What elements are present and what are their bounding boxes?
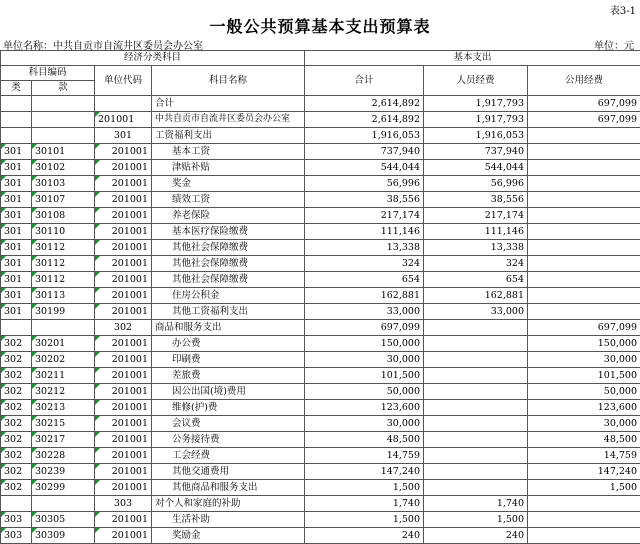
cell-total: 544,044 [305, 160, 424, 176]
cell-kuan: 30212 [32, 384, 95, 400]
cell-public: 697,099 [528, 96, 640, 112]
cell-name: 绩效工资 [152, 192, 305, 208]
cell-personnel [424, 384, 528, 400]
cell-lei: 301 [1, 160, 32, 176]
cell-personnel: 240 [424, 528, 528, 544]
cell-name: 其他交通费用 [152, 464, 305, 480]
page-title: 一般公共预算基本支出预算表 [0, 14, 640, 37]
cell-name: 其他商品和服务支出 [152, 480, 305, 496]
table-row [1, 256, 640, 272]
cell-public [528, 528, 640, 544]
cell-unit-code: 201001 [95, 208, 152, 224]
cell-public: 123,600 [528, 400, 640, 416]
cell-kuan: 30112 [32, 240, 95, 256]
cell-kuan [32, 112, 95, 128]
cell-kuan [32, 320, 95, 336]
cell-total: 111,146 [305, 224, 424, 240]
cell-kuan: 30239 [32, 464, 95, 480]
cell-unit-code: 201001 [95, 448, 152, 464]
cell-lei: 301 [1, 176, 32, 192]
table-row [1, 480, 640, 496]
cell-personnel [424, 432, 528, 448]
cell-unit-code: 201001 [95, 512, 152, 528]
cell-unit-code: 201001 [95, 336, 152, 352]
cell-personnel: 1,917,793 [424, 96, 528, 112]
cell-kuan: 30112 [32, 256, 95, 272]
table-row [1, 128, 640, 144]
cell-kuan: 30211 [32, 368, 95, 384]
cell-lei: 301 [1, 256, 32, 272]
cell-kuan: 30228 [32, 448, 95, 464]
cell-public: 697,099 [528, 112, 640, 128]
cell-total: 147,240 [305, 464, 424, 480]
cell-lei: 302 [1, 464, 32, 480]
cell-public [528, 304, 640, 320]
table-row [1, 384, 640, 400]
cell-public: 697,099 [528, 320, 640, 336]
cell-name: 奖励金 [152, 528, 305, 544]
cell-name: 工资福利支出 [152, 128, 305, 144]
cell-kuan: 30102 [32, 160, 95, 176]
cell-total: 33,000 [305, 304, 424, 320]
table-row [1, 240, 640, 256]
cell-public [528, 128, 640, 144]
cell-lei [1, 112, 32, 128]
table-row [1, 336, 640, 352]
cell-lei [1, 128, 32, 144]
table-row [1, 160, 640, 176]
cell-personnel: 162,881 [424, 288, 528, 304]
table-row [1, 176, 640, 192]
cell-kuan: 30110 [32, 224, 95, 240]
cell-total: 217,174 [305, 208, 424, 224]
cell-personnel: 217,174 [424, 208, 528, 224]
cell-personnel [424, 352, 528, 368]
cell-name: 印刷费 [152, 352, 305, 368]
cell-personnel: 324 [424, 256, 528, 272]
header-total: 合计 [305, 66, 424, 96]
cell-lei: 301 [1, 208, 32, 224]
cell-unit-code: 201001 [95, 160, 152, 176]
cell-lei [1, 320, 32, 336]
table-row [1, 96, 640, 112]
cell-total: 13,338 [305, 240, 424, 256]
cell-public [528, 144, 640, 160]
table-row [1, 432, 640, 448]
cell-personnel [424, 416, 528, 432]
unit-name: 单位名称：中共自贡市自流井区委员会办公室 [3, 37, 203, 52]
cell-name: 其他社会保障缴费 [152, 256, 305, 272]
cell-total: 56,996 [305, 176, 424, 192]
cell-lei: 302 [1, 480, 32, 496]
cell-personnel: 737,940 [424, 144, 528, 160]
header-code: 科目编码 [1, 66, 95, 81]
cell-public: 150,000 [528, 336, 640, 352]
cell-kuan: 30213 [32, 400, 95, 416]
cell-lei: 302 [1, 336, 32, 352]
cell-name: 其他社会保障缴费 [152, 272, 305, 288]
cell-personnel [424, 400, 528, 416]
cell-name: 因公出国(境)费用 [152, 384, 305, 400]
table-row [1, 192, 640, 208]
cell-public [528, 256, 640, 272]
cell-name: 基本工资 [152, 144, 305, 160]
cell-kuan: 30101 [32, 144, 95, 160]
cell-unit-code: 201001 [95, 240, 152, 256]
cell-public: 30,000 [528, 416, 640, 432]
cell-total: 38,556 [305, 192, 424, 208]
table-row [1, 496, 640, 512]
cell-personnel: 1,500 [424, 512, 528, 528]
cell-kuan: 30199 [32, 304, 95, 320]
cell-name: 对个人和家庭的补助 [152, 496, 305, 512]
cell-lei: 302 [1, 400, 32, 416]
cell-unit-code: 201001 [95, 112, 152, 128]
cell-kuan: 30309 [32, 528, 95, 544]
cell-lei: 301 [1, 272, 32, 288]
header-public: 公用经费 [528, 66, 640, 96]
cell-public [528, 224, 640, 240]
cell-public [528, 160, 640, 176]
cell-total: 2,614,892 [305, 112, 424, 128]
cell-kuan: 30215 [32, 416, 95, 432]
cell-total: 48,500 [305, 432, 424, 448]
cell-total: 1,740 [305, 496, 424, 512]
table-row [1, 288, 640, 304]
cell-total: 14,759 [305, 448, 424, 464]
cell-total: 324 [305, 256, 424, 272]
cell-kuan: 30305 [32, 512, 95, 528]
cell-name: 津贴补贴 [152, 160, 305, 176]
cell-public: 147,240 [528, 464, 640, 480]
cell-public: 1,500 [528, 480, 640, 496]
cell-public [528, 512, 640, 528]
cell-lei: 303 [1, 512, 32, 528]
cell-unit-code: 201001 [95, 432, 152, 448]
cell-total: 737,940 [305, 144, 424, 160]
table-row [1, 208, 640, 224]
cell-unit-code: 201001 [95, 368, 152, 384]
cell-name: 其他工资福利支出 [152, 304, 305, 320]
header-basic-exp: 基本支出 [305, 51, 640, 66]
cell-public [528, 288, 640, 304]
cell-personnel [424, 320, 528, 336]
cell-lei: 301 [1, 144, 32, 160]
cell-lei: 301 [1, 304, 32, 320]
unit-label: 单位：元 [594, 37, 634, 52]
cell-public [528, 176, 640, 192]
cell-name: 会议费 [152, 416, 305, 432]
cell-lei [1, 96, 32, 112]
cell-kuan: 30299 [32, 480, 95, 496]
cell-unit-code: 201001 [95, 304, 152, 320]
header-econ-class: 经济分类科目 [1, 51, 305, 66]
cell-name: 其他社会保障缴费 [152, 240, 305, 256]
cell-kuan: 30103 [32, 176, 95, 192]
cell-unit-code: 201001 [95, 400, 152, 416]
table-row [1, 224, 640, 240]
cell-lei: 302 [1, 432, 32, 448]
cell-total: 101,500 [305, 368, 424, 384]
cell-unit-code: 201001 [95, 224, 152, 240]
cell-unit-code: 201001 [95, 144, 152, 160]
cell-name: 中共自贡市自流井区委员会办公室 [152, 112, 305, 128]
cell-public: 14,759 [528, 448, 640, 464]
cell-total: 123,600 [305, 400, 424, 416]
cell-name: 维修(护)费 [152, 400, 305, 416]
cell-personnel: 33,000 [424, 304, 528, 320]
cell-total: 30,000 [305, 352, 424, 368]
cell-personnel [424, 448, 528, 464]
cell-public: 48,500 [528, 432, 640, 448]
cell-unit-code: 201001 [95, 416, 152, 432]
cell-unit-code: 201001 [95, 176, 152, 192]
cell-kuan: 30201 [32, 336, 95, 352]
cell-total: 654 [305, 272, 424, 288]
header-unit-code: 单位代码 [95, 66, 152, 96]
cell-name: 生活补助 [152, 512, 305, 528]
cell-name: 养老保险 [152, 208, 305, 224]
cell-lei: 302 [1, 368, 32, 384]
cell-unit-code: 301 [95, 128, 152, 144]
cell-personnel [424, 336, 528, 352]
cell-kuan [32, 128, 95, 144]
cell-name: 公务接待费 [152, 432, 305, 448]
cell-personnel: 13,338 [424, 240, 528, 256]
cell-public: 30,000 [528, 352, 640, 368]
cell-name: 基本医疗保险缴费 [152, 224, 305, 240]
cell-personnel: 1,917,793 [424, 112, 528, 128]
cell-unit-code: 201001 [95, 288, 152, 304]
table-row [1, 448, 640, 464]
table-row [1, 352, 640, 368]
cell-lei: 301 [1, 240, 32, 256]
table-row [1, 320, 640, 336]
cell-total: 1,500 [305, 480, 424, 496]
cell-lei [1, 496, 32, 512]
cell-name: 商品和服务支出 [152, 320, 305, 336]
cell-unit-code: 201001 [95, 464, 152, 480]
cell-personnel: 654 [424, 272, 528, 288]
cell-name: 奖金 [152, 176, 305, 192]
cell-kuan: 30217 [32, 432, 95, 448]
cell-total: 162,881 [305, 288, 424, 304]
cell-unit-code: 201001 [95, 528, 152, 544]
header-kuan: 款 [32, 81, 95, 96]
cell-total: 1,500 [305, 512, 424, 528]
cell-personnel: 544,044 [424, 160, 528, 176]
budget-table [0, 50, 640, 544]
cell-public [528, 496, 640, 512]
cell-personnel: 56,996 [424, 176, 528, 192]
cell-personnel: 38,556 [424, 192, 528, 208]
cell-name: 工会经费 [152, 448, 305, 464]
table-row [1, 528, 640, 544]
cell-kuan [32, 496, 95, 512]
cell-name: 住房公积金 [152, 288, 305, 304]
cell-unit-code: 302 [95, 320, 152, 336]
table-row [1, 416, 640, 432]
cell-total: 697,099 [305, 320, 424, 336]
cell-lei: 302 [1, 352, 32, 368]
cell-personnel [424, 464, 528, 480]
table-row [1, 272, 640, 288]
cell-kuan: 30107 [32, 192, 95, 208]
sheet-tag: 表3-1 [610, 2, 636, 17]
cell-lei: 302 [1, 448, 32, 464]
table-row [1, 368, 640, 384]
cell-unit-code: 201001 [95, 480, 152, 496]
cell-kuan: 30113 [32, 288, 95, 304]
cell-unit-code [95, 96, 152, 112]
cell-unit-code: 201001 [95, 272, 152, 288]
cell-unit-code: 201001 [95, 352, 152, 368]
header-lei: 类 [1, 81, 32, 96]
cell-public [528, 208, 640, 224]
cell-total: 2,614,892 [305, 96, 424, 112]
cell-personnel: 111,146 [424, 224, 528, 240]
header-personnel: 人员经费 [424, 66, 528, 96]
cell-kuan: 30112 [32, 272, 95, 288]
cell-personnel: 1,916,053 [424, 128, 528, 144]
cell-unit-code: 201001 [95, 256, 152, 272]
cell-public: 50,000 [528, 384, 640, 400]
table-row [1, 112, 640, 128]
cell-total: 50,000 [305, 384, 424, 400]
cell-public [528, 240, 640, 256]
cell-kuan: 30202 [32, 352, 95, 368]
cell-lei: 302 [1, 384, 32, 400]
cell-personnel [424, 480, 528, 496]
cell-total: 1,916,053 [305, 128, 424, 144]
header-name: 科目名称 [152, 66, 305, 96]
cell-name: 办公费 [152, 336, 305, 352]
table-row [1, 512, 640, 528]
table-row [1, 400, 640, 416]
cell-lei: 302 [1, 416, 32, 432]
cell-lei: 301 [1, 288, 32, 304]
cell-personnel [424, 368, 528, 384]
table-row [1, 304, 640, 320]
cell-name: 合计 [152, 96, 305, 112]
cell-public [528, 272, 640, 288]
cell-public: 101,500 [528, 368, 640, 384]
cell-unit-code: 201001 [95, 384, 152, 400]
cell-total: 30,000 [305, 416, 424, 432]
cell-unit-code: 303 [95, 496, 152, 512]
cell-kuan [32, 96, 95, 112]
cell-lei: 301 [1, 192, 32, 208]
cell-total: 150,000 [305, 336, 424, 352]
cell-public [528, 192, 640, 208]
cell-lei: 303 [1, 528, 32, 544]
cell-total: 240 [305, 528, 424, 544]
cell-personnel: 1,740 [424, 496, 528, 512]
cell-name: 差旅费 [152, 368, 305, 384]
table-row [1, 144, 640, 160]
table-row [1, 464, 640, 480]
cell-lei: 301 [1, 224, 32, 240]
cell-unit-code: 201001 [95, 192, 152, 208]
cell-kuan: 30108 [32, 208, 95, 224]
